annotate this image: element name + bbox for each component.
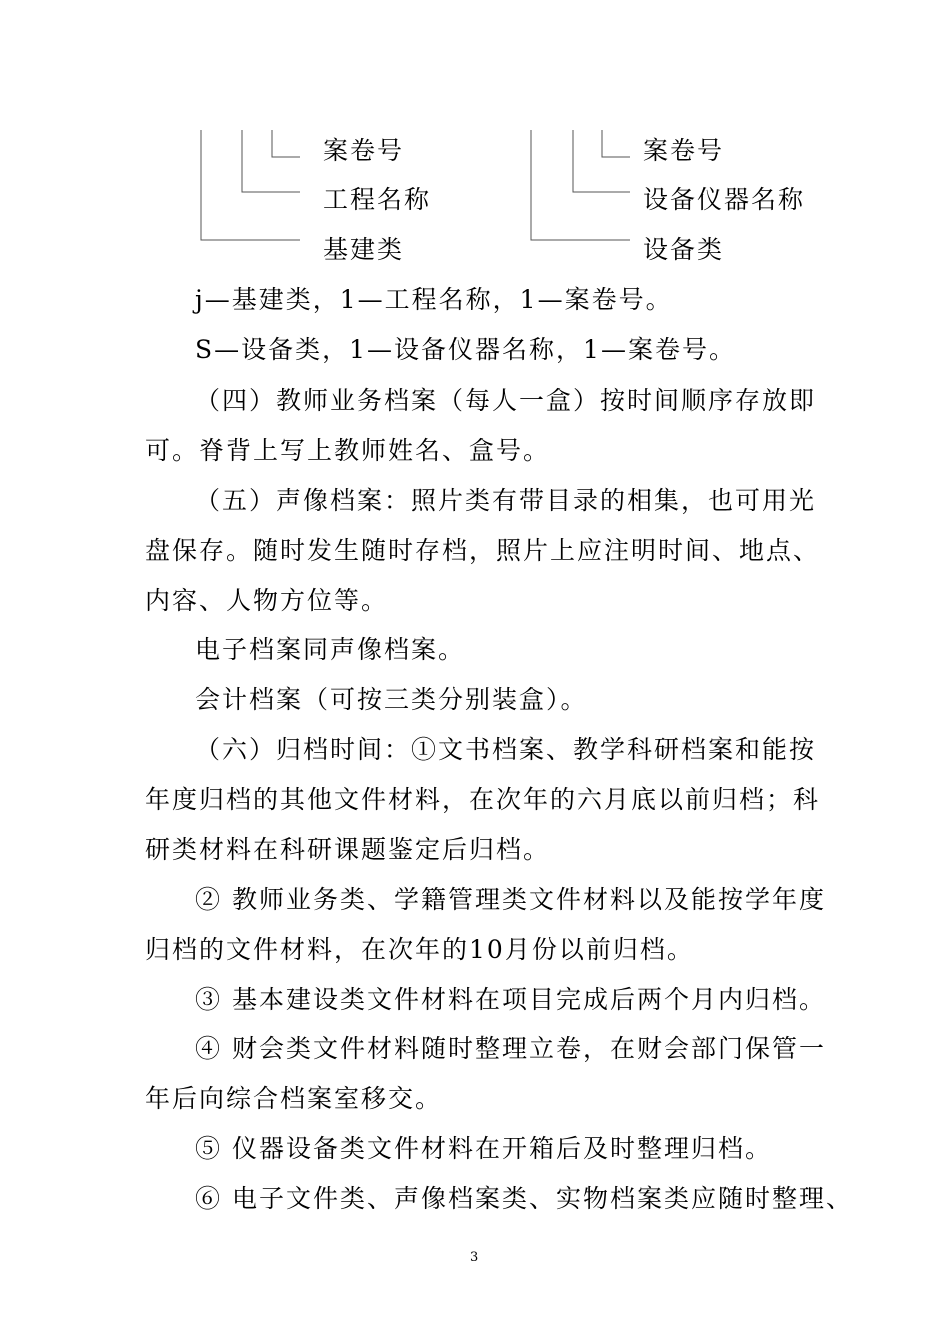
- tree-right-level3: 案卷号: [643, 136, 725, 165]
- para-5-line-1: （五）声像档案：照片类有带目录的相集，也可用光: [195, 486, 817, 515]
- para-4-line-2: 可。脊背上写上教师姓名、盒号。: [145, 436, 551, 465]
- item-2-line-2: 归档的文件材料，在次年的10月份以前归档。: [145, 935, 694, 964]
- tree-left-level2: 工程名称: [323, 185, 432, 214]
- item-5: ⑤ 仪器设备类文件材料在开箱后及时整理归档。: [195, 1134, 772, 1163]
- para-accounting: 会计档案（可按三类分别装盒）。: [195, 685, 588, 714]
- item-6-line-1: ⑥ 电子文件类、声像档案类、实物档案类应随时整理、: [195, 1184, 853, 1213]
- para-5-line-2: 盘保存。随时发生随时存档，照片上应注明时间、地点、: [145, 536, 821, 565]
- tree-left-level3: 案卷号: [323, 136, 405, 165]
- tree-left-connector-3: [272, 130, 300, 157]
- para-electronic: 电子档案同声像档案。: [195, 635, 466, 664]
- para-6-line-1: （六）归档时间：①文书档案、教学科研档案和能按: [195, 735, 817, 764]
- para-6-line-3: 研类材料在科研课题鉴定后归档。: [145, 835, 551, 864]
- page-number: 3: [470, 1250, 479, 1265]
- item-4-line-2: 年后向综合档案室移交。: [145, 1084, 443, 1113]
- item-4-line-1: ④ 财会类文件材料随时整理立卷，在财会部门保管一: [195, 1034, 826, 1063]
- tree-right-connector-3: [602, 130, 630, 157]
- classification-tree-lines: [0, 0, 950, 280]
- tree-right-level2: 设备仪器名称: [643, 185, 806, 214]
- para-5-line-3: 内容、人物方位等。: [145, 586, 389, 615]
- item-2-line-1: ② 教师业务类、学籍管理类文件材料以及能按学年度: [195, 885, 826, 914]
- tree-right-level1: 设备类: [643, 235, 725, 264]
- code-legend-s: S—设备类，1—设备仪器名称，1—案卷号。: [195, 335, 736, 364]
- tree-left-level1: 基建类: [323, 235, 405, 264]
- para-6-line-2: 年度归档的其他文件材料，在次年的六月底以前归档；科: [145, 785, 821, 814]
- item-3: ③ 基本建设类文件材料在项目完成后两个月内归档。: [195, 985, 826, 1014]
- para-4-line-1: （四）教师业务档案（每人一盒）按时间顺序存放即: [195, 386, 817, 415]
- tree-left-connector-1: [201, 130, 300, 240]
- tree-left-connector-2: [242, 130, 300, 192]
- tree-right-connector-1: [531, 130, 630, 240]
- code-legend-j: j—基建类，1—工程名称，1—案卷号。: [195, 285, 673, 314]
